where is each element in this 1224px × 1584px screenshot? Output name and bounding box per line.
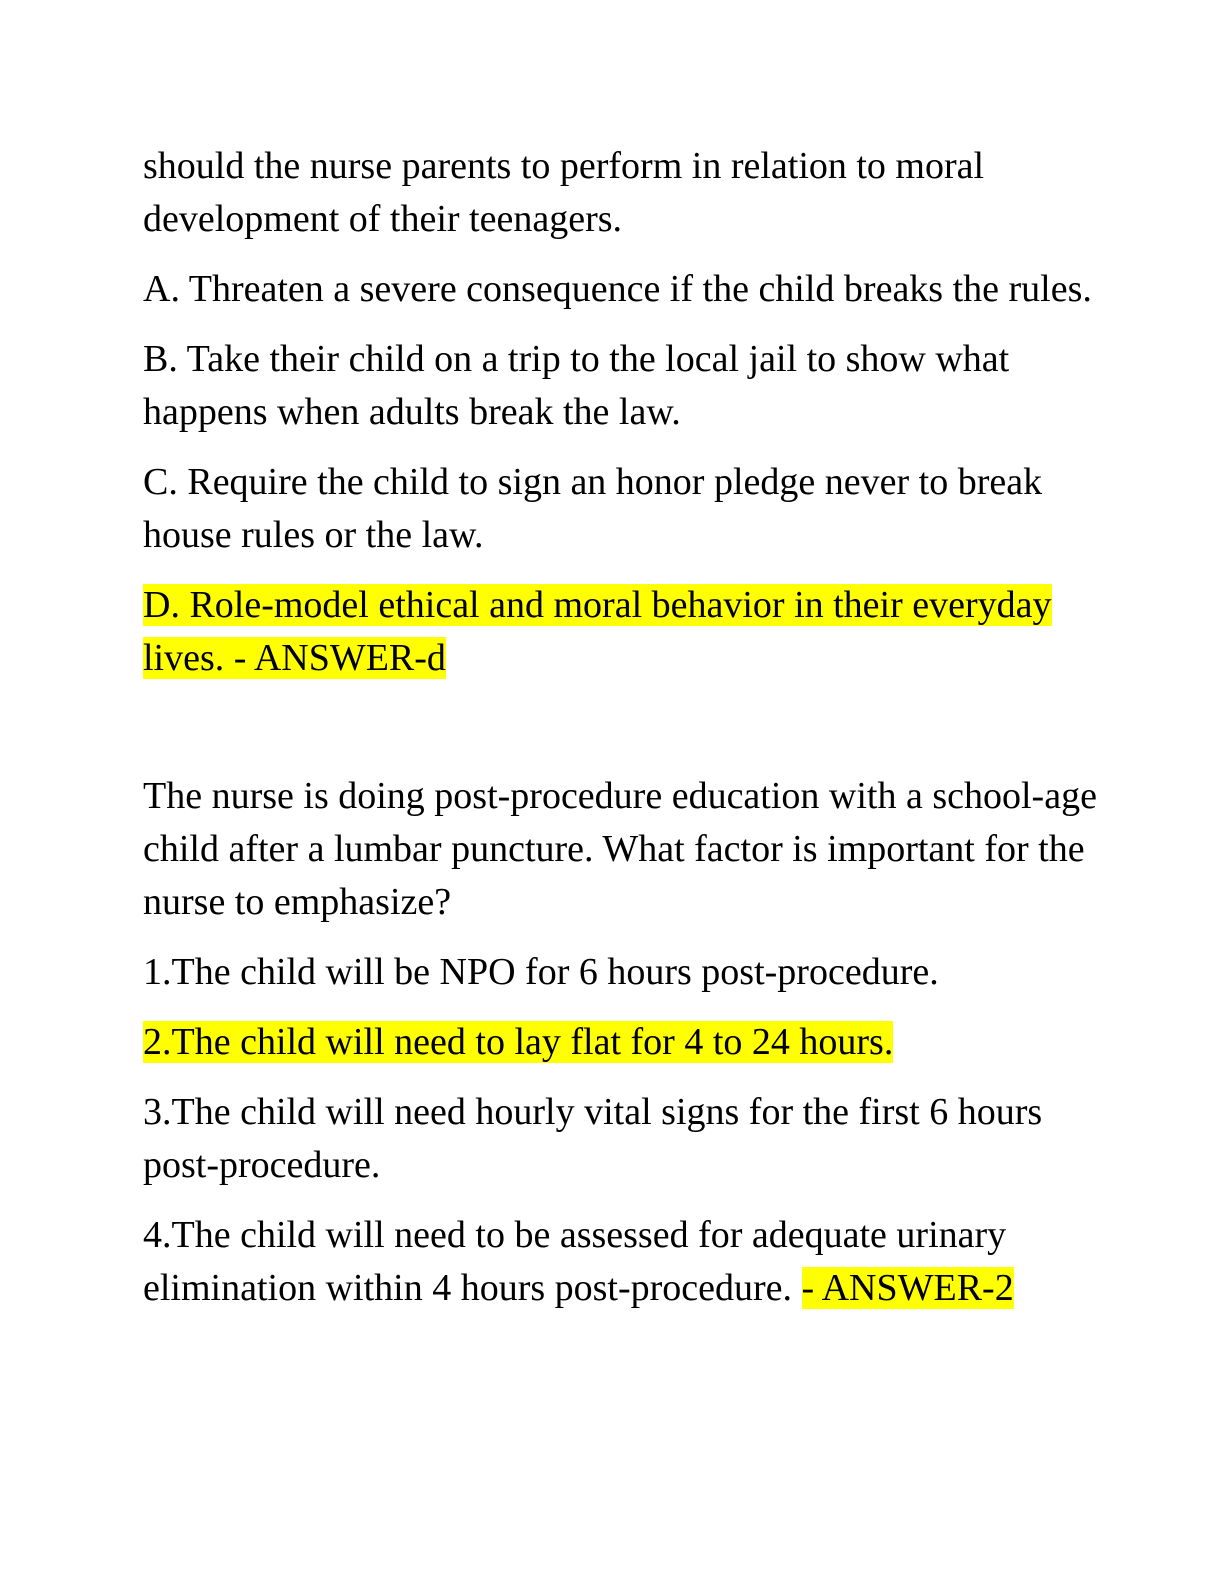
question-1-stem: should the nurse parents to perform in relation to moral development of their teenagers. bbox=[143, 145, 985, 240]
question-1-option-a: A. Threaten a severe consequence if the child breaks the rules. bbox=[143, 268, 1092, 310]
question-2-answer-highlight: - ANSWER-2 bbox=[801, 1267, 1014, 1309]
question-1-option-b: B. Take their child on a trip to the local jail to show what happens when adults break the law. bbox=[143, 338, 1010, 433]
question-2-option-4-text: 4.The child will need to be assessed for adequate urinary elimination within 4 hours post-procedure. bbox=[143, 1214, 1007, 1309]
question-2-option-2 bbox=[143, 1016, 1103, 1069]
question-separator bbox=[143, 702, 1103, 770]
question-2-correct-option-highlight: 2.The child will need to lay flat for 4 to 24 hours. bbox=[143, 1021, 894, 1063]
question-1-option-c: C. Require the child to sign an honor pledge never to break house rules or the law. bbox=[143, 461, 1043, 556]
question-1-option-d bbox=[143, 579, 1103, 685]
question-2-option-4 bbox=[143, 1209, 1103, 1315]
question-2-option-1: 1.The child will be NPO for 6 hours post-procedure. bbox=[143, 951, 939, 993]
document-content bbox=[143, 140, 1103, 1332]
question-1-answer-highlight: D. Role-model ethical and moral behavior in their everyday lives. - ANSWER-d bbox=[143, 584, 1052, 679]
question-2-stem: The nurse is doing post-procedure education with a school-age child after a lumbar puncture. What factor is important for the nurse to emphasize? bbox=[143, 775, 1097, 923]
question-2-option-3: 3.The child will need hourly vital signs for the first 6 hours post-procedure. bbox=[143, 1091, 1043, 1186]
